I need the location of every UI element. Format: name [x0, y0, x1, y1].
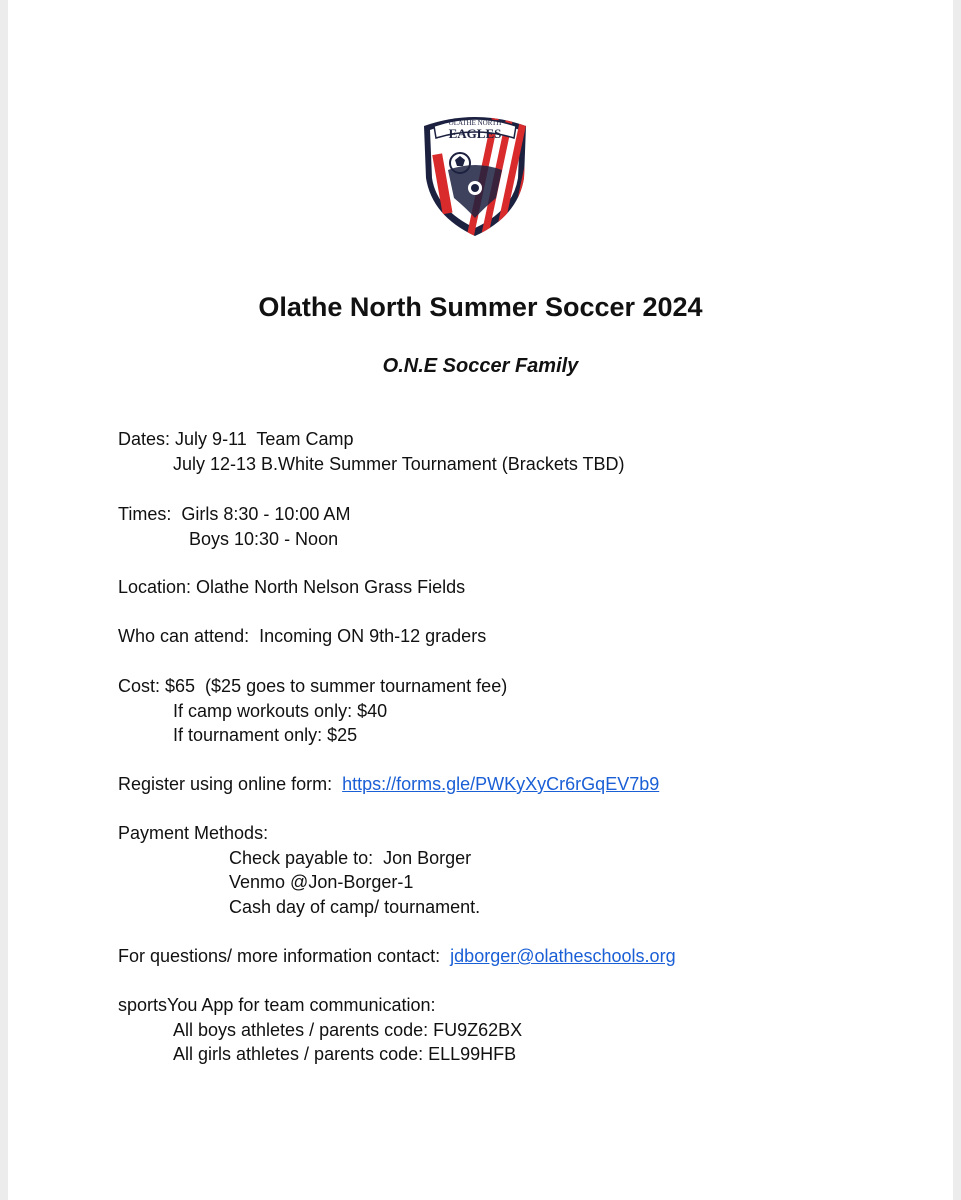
contact-section [118, 945, 676, 967]
attend-text: Who can attend: Incoming ON 9th-12 graders [118, 626, 487, 646]
contact-label: For questions/ more information contact: [118, 946, 441, 966]
dates-label: Dates: [118, 429, 171, 449]
dates-section [118, 428, 353, 450]
times-label: Times: [118, 504, 172, 524]
payment-line-3: Cash day of camp/ tournament. [229, 897, 481, 917]
eagles-crest-logo [418, 108, 532, 238]
register-form-link[interactable]: https://forms.gle/PWKyXyCr6rGqEV7b9 [342, 774, 660, 794]
cost-line-1: Cost: $65 ($25 goes to summer tournament fee) [118, 676, 508, 696]
cost-line-2: If camp workouts only: $40 [173, 701, 388, 721]
app-girls-code: All girls athletes / parents code: ELL99HFB [173, 1044, 517, 1064]
page-title: Olathe North Summer Soccer 2024 [258, 292, 703, 322]
page-subtitle: O.N.E Soccer Family [382, 355, 579, 377]
times-section [118, 503, 350, 525]
location-text: Location: Olathe North Nelson Grass Fields [118, 577, 466, 597]
dates-line-1: July 9-11 Team Camp [175, 429, 354, 449]
contact-email-link[interactable]: jdborger@olatheschools.org [450, 946, 676, 966]
dates-line-2: July 12-13 B.White Summer Tournament (Brackets TBD) [173, 454, 625, 474]
payment-line-2: Venmo @Jon-Borger-1 [229, 872, 414, 892]
times-line-1: Girls 8:30 - 10:00 AM [181, 504, 351, 524]
logo-text-top: OLATHE NORTH [448, 119, 502, 127]
app-label: sportsYou App for team communication: [118, 995, 436, 1015]
app-boys-code: All boys athletes / parents code: FU9Z62BX [173, 1020, 523, 1040]
payment-line-1: Check payable to: Jon Borger [229, 848, 472, 868]
register-section [118, 773, 659, 795]
times-line-2: Boys 10:30 - Noon [189, 529, 339, 549]
register-label: Register using online form: [118, 774, 333, 794]
payment-label: Payment Methods: [118, 823, 269, 843]
cost-line-3: If tournament only: $25 [173, 725, 358, 745]
logo-text-main: EAGLES [448, 126, 502, 141]
